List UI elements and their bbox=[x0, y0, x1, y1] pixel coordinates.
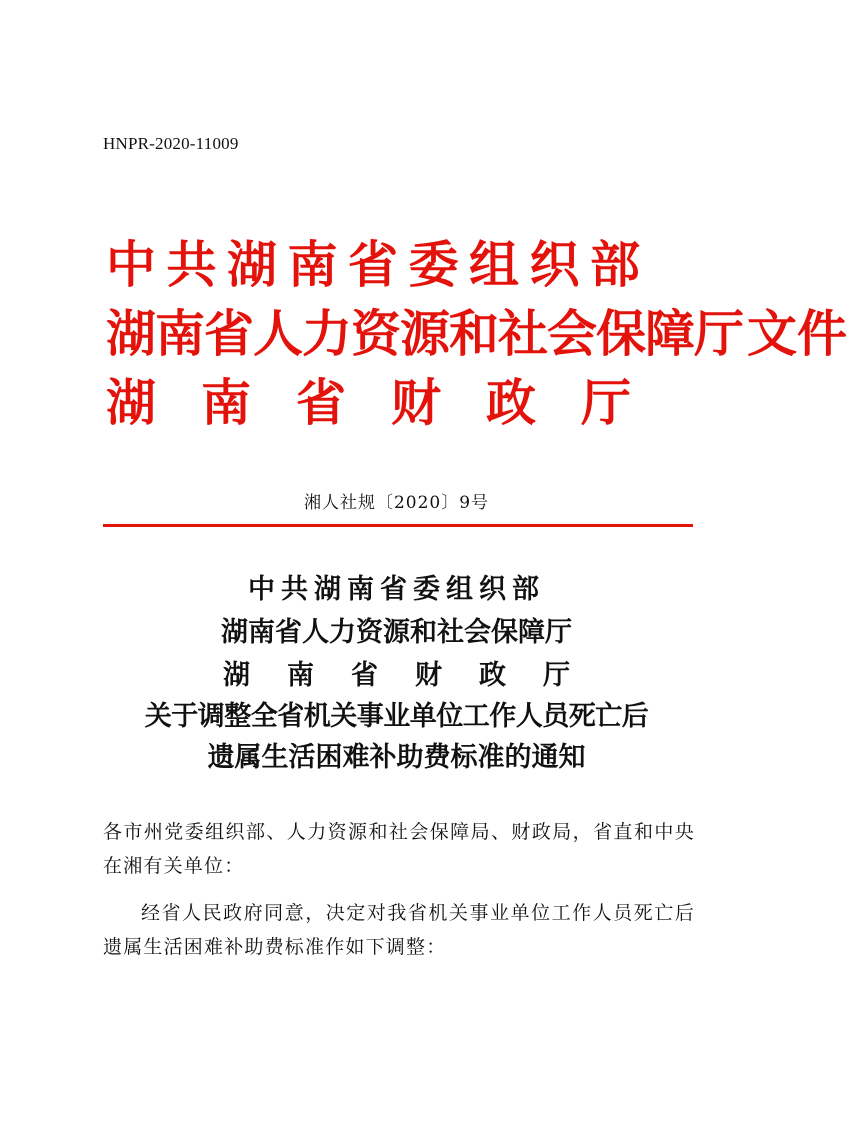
title-line-3-char: 政 bbox=[479, 660, 506, 691]
issuer-line-3-char: 湖 bbox=[106, 373, 156, 432]
title-line-3-char: 厅 bbox=[543, 660, 570, 691]
document-number: 湘人社规〔2020〕9号 bbox=[303, 493, 490, 513]
issuer-line-3-char: 政 bbox=[486, 373, 536, 432]
addressee: 各市州党委组织部、人力资源和社会保障局、财政局，省直和中央在湘有关单位： bbox=[103, 821, 695, 877]
body-paragraph-1: 经省人民政府同意，决定对我省机关事业单位工作人员死亡后遗属生活困难补助费标准作如下调整： bbox=[103, 902, 695, 958]
title-line-3-char: 财 bbox=[415, 660, 442, 691]
title-line-5: 遗属生活困难补助费标准的通知 bbox=[207, 742, 586, 773]
issuer-line-3 bbox=[106, 373, 706, 432]
issuer-line-1: 中共湖南省委组织部 bbox=[106, 235, 651, 294]
issuer-wenjian: 文件 bbox=[747, 304, 847, 363]
issuer-line-3-char: 南 bbox=[201, 373, 251, 432]
title-line-3-char: 省 bbox=[351, 660, 378, 691]
title-line-3-char: 南 bbox=[287, 660, 314, 691]
issuer-line-2 bbox=[106, 304, 847, 363]
issuer-line-2-main: 湖南省人力资源和社会保障厅 bbox=[106, 304, 743, 363]
title-line-4: 关于调整全省机关事业单位工作人员死亡后 bbox=[144, 701, 649, 732]
title-line-3-char: 湖 bbox=[223, 660, 250, 691]
issuer-line-3-char: 厅 bbox=[581, 373, 631, 432]
issuer-line-3-char: 省 bbox=[296, 373, 346, 432]
title-line-1: 中共湖南省委组织部 bbox=[248, 574, 545, 605]
red-divider bbox=[103, 524, 693, 527]
document-code: HNPR-2020-11009 bbox=[103, 134, 239, 153]
title-line-2: 湖南省人力资源和社会保障厅 bbox=[221, 617, 572, 648]
issuer-line-3-char: 财 bbox=[391, 373, 441, 432]
title-line-3 bbox=[0, 662, 793, 689]
